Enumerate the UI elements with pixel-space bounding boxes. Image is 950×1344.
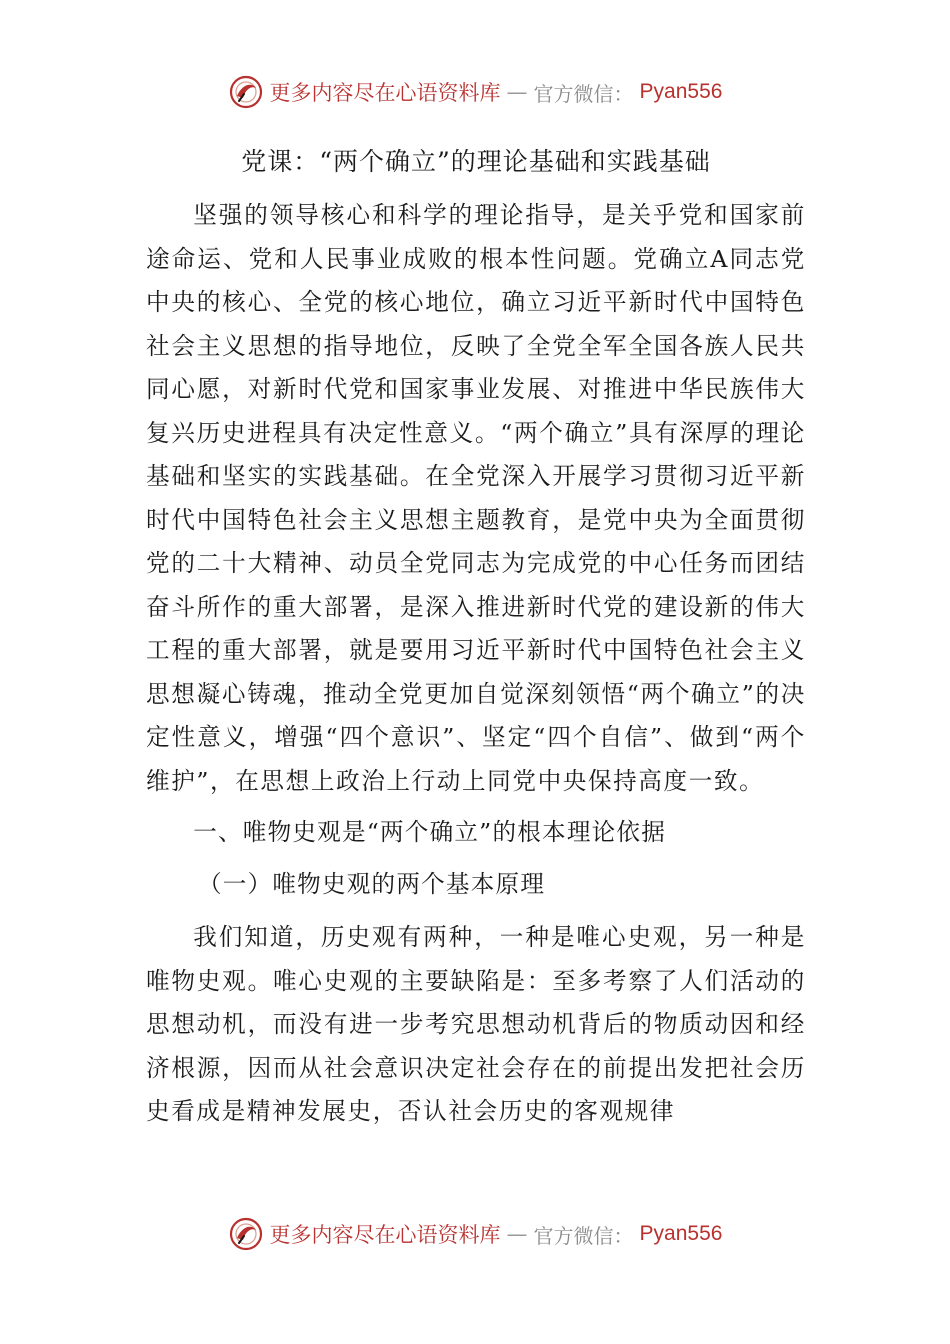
banner-wechat-label: 官方微信： — [533, 1223, 634, 1248]
banner-text: 更多内容尽在心语资料库 — [269, 81, 501, 105]
document-title: 党课：“两个确立”的理论基础和实践基础 — [241, 147, 711, 176]
subsection-heading: （一）唯物史观的两个基本原理 — [198, 869, 546, 898]
banner-wechat-label: 官方微信： — [533, 81, 634, 106]
banner-content — [228, 1216, 723, 1252]
paragraph-intro: 坚强的领导核心和科学的理论指导，是关乎党和国家前途命运、党和人民事业成败的根本性问题。党确立A同志党中央的核心、全党的核心地位，确立习近平新时代中国特色社会主义思想的指导地位，反映了全党全军全国各族人民共同心愿，对新时代党和国家事业发展、对推进中华民族伟大复兴历史进程具有决定性意义。“两个确立”具有深厚的理论基础和坚实的实践基础。在全党深入开展学习贯彻习近平新时代中国特色社会主义思想主题教育，是党中央为全面贯彻党的二十大精神、动员全党同志为完成党的中心任务而团结奋斗所作的重大部署，是深入推进新时代党的建设新的伟大工程的重大部署，就是要用习近平新时代中国特色社会主义思想凝心铸魂，推动全党更加自觉深刻领悟“两个确立”的决定性意义，增强“四个意识”、坚定“四个自信”、做到“两个维护”，在思想上政治上行动上同党中央保持高度一致。 — [146, 201, 806, 795]
banner-wechat-id: Pyan556 — [639, 80, 723, 103]
banner-wechat-id: Pyan556 — [639, 1222, 723, 1245]
document-body — [146, 140, 806, 1134]
paragraph-body: 我们知道，历史观有两种，一种是唯心史观，另一种是唯物史观。唯心史观的主要缺陷是：至多考察了人们活动的思想动机，而没有进一步考究思想动机背后的物质动因和经济根源，因而从社会意识决定社会存在的前提出发把社会历史看成是精神发展史，否认社会历史的客观规律 — [146, 923, 806, 1125]
banner-text: 更多内容尽在心语资料库 — [269, 1223, 501, 1247]
banner-content — [228, 74, 723, 110]
footer-watermark-banner — [0, 1212, 950, 1256]
brand-logo-icon — [228, 1216, 264, 1252]
banner-separator: — — [506, 1222, 528, 1246]
header-watermark-banner — [0, 70, 950, 114]
brand-logo-icon — [228, 74, 264, 110]
banner-separator: — — [506, 80, 528, 104]
section-heading: 一、唯物史观是“两个确立”的根本理论依据 — [193, 818, 666, 846]
